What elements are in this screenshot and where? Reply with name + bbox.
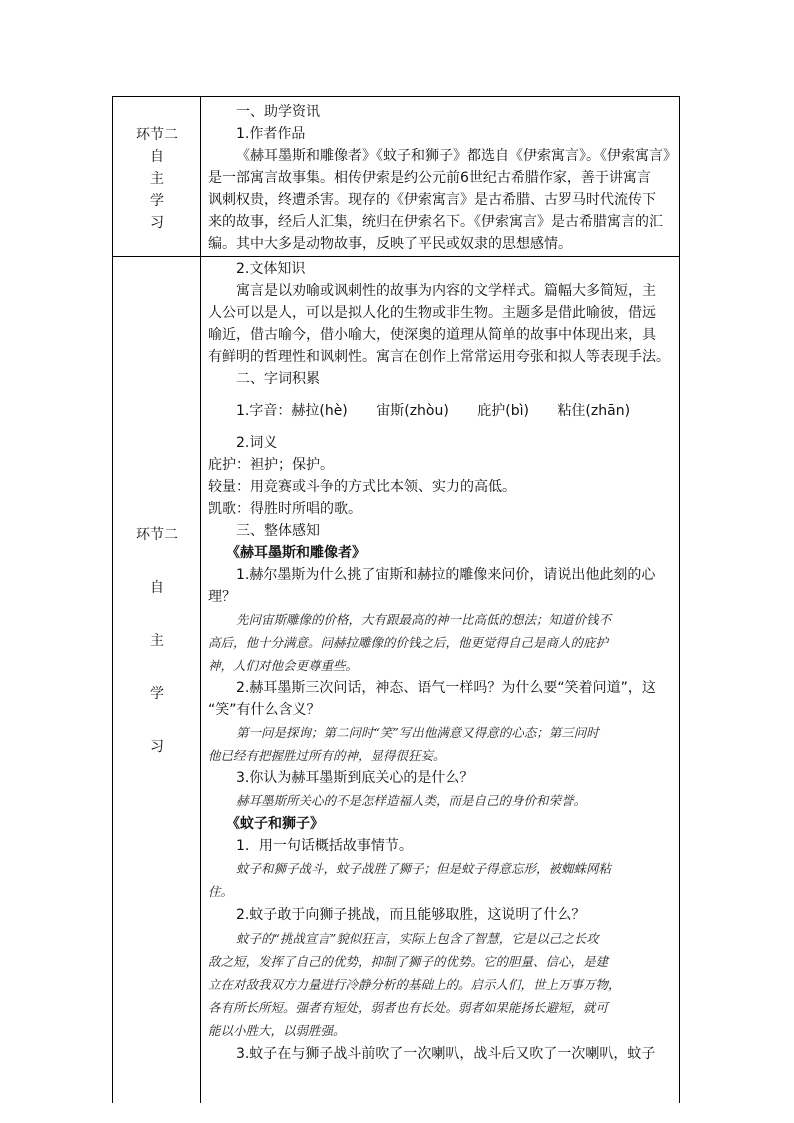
question-line: 1.赫尔墨斯为什么挑了宙斯和赫拉的雕像来问价，请说出他此刻的心 <box>236 567 656 583</box>
answer-line: 各有所长所短。强者有短处，弱者也有长处。弱者如果能扬长避短，就可 <box>208 1000 609 1015</box>
answer-line: 敌之短，发挥了自己的优势，抑制了狮子的优势。它的胆量、信心，是建 <box>208 954 609 969</box>
section-label-cell <box>113 257 201 1103</box>
pronunciation-line <box>236 402 630 420</box>
answer-line: 先问宙斯雕像的价格，大有跟最高的神一比高低的想法；知道价钱不 <box>236 612 612 627</box>
pronunciation-item: 庇护(bì) <box>477 403 529 419</box>
question-line: “笑”有什么含义？ <box>208 702 321 718</box>
story-title: 《蚊子和狮子》 <box>226 816 324 832</box>
question-line: 3.你认为赫耳墨斯到底关心的是什么？ <box>236 770 474 786</box>
section-label-char: 学 <box>150 686 164 702</box>
answer-line: 住。 <box>208 884 234 899</box>
heading-zhuxue: 一、助学资讯 <box>236 104 320 120</box>
question-line: 3.蚊子在与狮子战斗前吹了一次喇叭，战斗后又吹了一次喇叭，蚊子 <box>236 1046 656 1062</box>
section-label-char: 学 <box>150 193 164 209</box>
section-label-char: 主 <box>150 171 164 187</box>
heading-zici: 二、字词积累 <box>236 371 320 387</box>
paragraph-line: 讽刺权贵，终遭杀害。现存的《伊索寓言》是古希腊、古罗马时代流传下 <box>208 192 656 208</box>
section-label-char: 自 <box>150 580 164 596</box>
subheading-zuozhe: 1.作者作品 <box>236 126 306 142</box>
section-label-char: 习 <box>150 215 164 231</box>
subheading-wenti: 2.文体知识 <box>236 261 306 277</box>
question-line: 理？ <box>208 589 236 605</box>
definition-item: 庇护：袒护；保护。 <box>208 457 334 473</box>
answer-line: 蚊子的“挑战宣言”貌似狂言，实际上包含了智慧，它是以己之长攻 <box>236 931 599 946</box>
question-line: 2.赫耳墨斯三次问话，神态、语气一样吗？为什么要“笑着问道”，这 <box>236 680 656 696</box>
answer-line: 高后，他十分满意。问赫拉雕像的价钱之后，他更觉得自己是商人的庇护 <box>208 635 609 650</box>
paragraph-line: 《赫耳墨斯和雕像者》《蚊子和狮子》都选自《伊索寓言》。《伊索寓言》 <box>236 148 677 164</box>
table-row-zizhu <box>112 256 680 1103</box>
section-label-cell <box>113 97 201 256</box>
paragraph-line: 来的故事，经后人汇集，统归在伊索名下。《伊索寓言》是古希腊寓言的汇 <box>208 214 663 230</box>
section-content <box>202 257 681 1103</box>
paragraph-line: 有鲜明的哲理性和讽刺性。寓言在创作上常常运用夸张和拟人等表现手法。 <box>208 349 670 365</box>
paragraph-line: 人公可以是人，可以是拟人化的生物或非生物。主题多是借此喻彼，借远 <box>208 305 656 321</box>
section-content <box>202 97 681 256</box>
section-label-title: 环节二 <box>136 527 178 543</box>
answer-line: 能以小胜大，以弱胜强。 <box>208 1023 346 1038</box>
pronunciation-item: 宙斯(zhòu) <box>376 403 449 419</box>
paragraph-line: 喻近，借古喻今，借小喻大，使深奥的道理从简单的故事中体现出来，具 <box>208 327 656 343</box>
definition-item: 较量：用竞赛或斗争的方式比本领、实力的高低。 <box>208 479 516 495</box>
paragraph-line: 编。其中大多是动物故事，反映了平民或奴隶的思想感情。 <box>208 236 572 252</box>
table-row-zhuxue <box>112 96 680 257</box>
pronunciation-item: 粘住(zhān) <box>557 403 631 419</box>
question-line: 2.蚊子敢于向狮子挑战，而且能够取胜，这说明了什么？ <box>236 907 586 923</box>
definition-item: 凯歌：得胜时所唱的歌。 <box>208 501 362 517</box>
answer-line: 蚊子和狮子战斗，蚊子战胜了狮子；但是蚊子得意忘形，被蜘蛛网粘 <box>236 861 612 876</box>
pronunciation-item: 赫拉(hè) <box>291 403 348 419</box>
answer-line: 赫耳墨斯所关心的不是怎样造福人类，而是自己的身价和荣誉。 <box>236 793 587 808</box>
paragraph-line: 是一部寓言故事集。相传伊索是约公元前6世纪古希腊作家，善于讲寓言 <box>208 170 651 186</box>
section-label-title: 环节二 <box>136 127 178 143</box>
section-label-char: 主 <box>150 633 164 649</box>
paragraph-line: 寓言是以劝喻或讽刺性的故事为内容的文学样式。篇幅大多简短，主 <box>236 283 656 299</box>
subheading-ciyi: 2.词义 <box>236 435 278 451</box>
heading-ganzhi: 三、整体感知 <box>236 523 320 539</box>
answer-line: 立在对敌我双方力量进行冷静分析的基础上的。启示人们，世上万事万物， <box>208 977 621 992</box>
story-title: 《赫耳墨斯和雕像者》 <box>226 545 366 561</box>
question-line: 1．用一句话概括故事情节。 <box>236 838 413 854</box>
section-label-char: 自 <box>150 149 164 165</box>
answer-line: 第一问是探询；第二问时“笑”写出他满意又得意的心态；第三问时 <box>236 725 599 740</box>
answer-line: 他已经有把握胜过所有的神，显得很狂妄。 <box>208 748 446 763</box>
pronunciation-prefix: 1.字音： <box>236 403 292 419</box>
answer-line: 神，人们对他会更尊重些。 <box>208 658 359 673</box>
section-label-char: 习 <box>150 739 164 755</box>
